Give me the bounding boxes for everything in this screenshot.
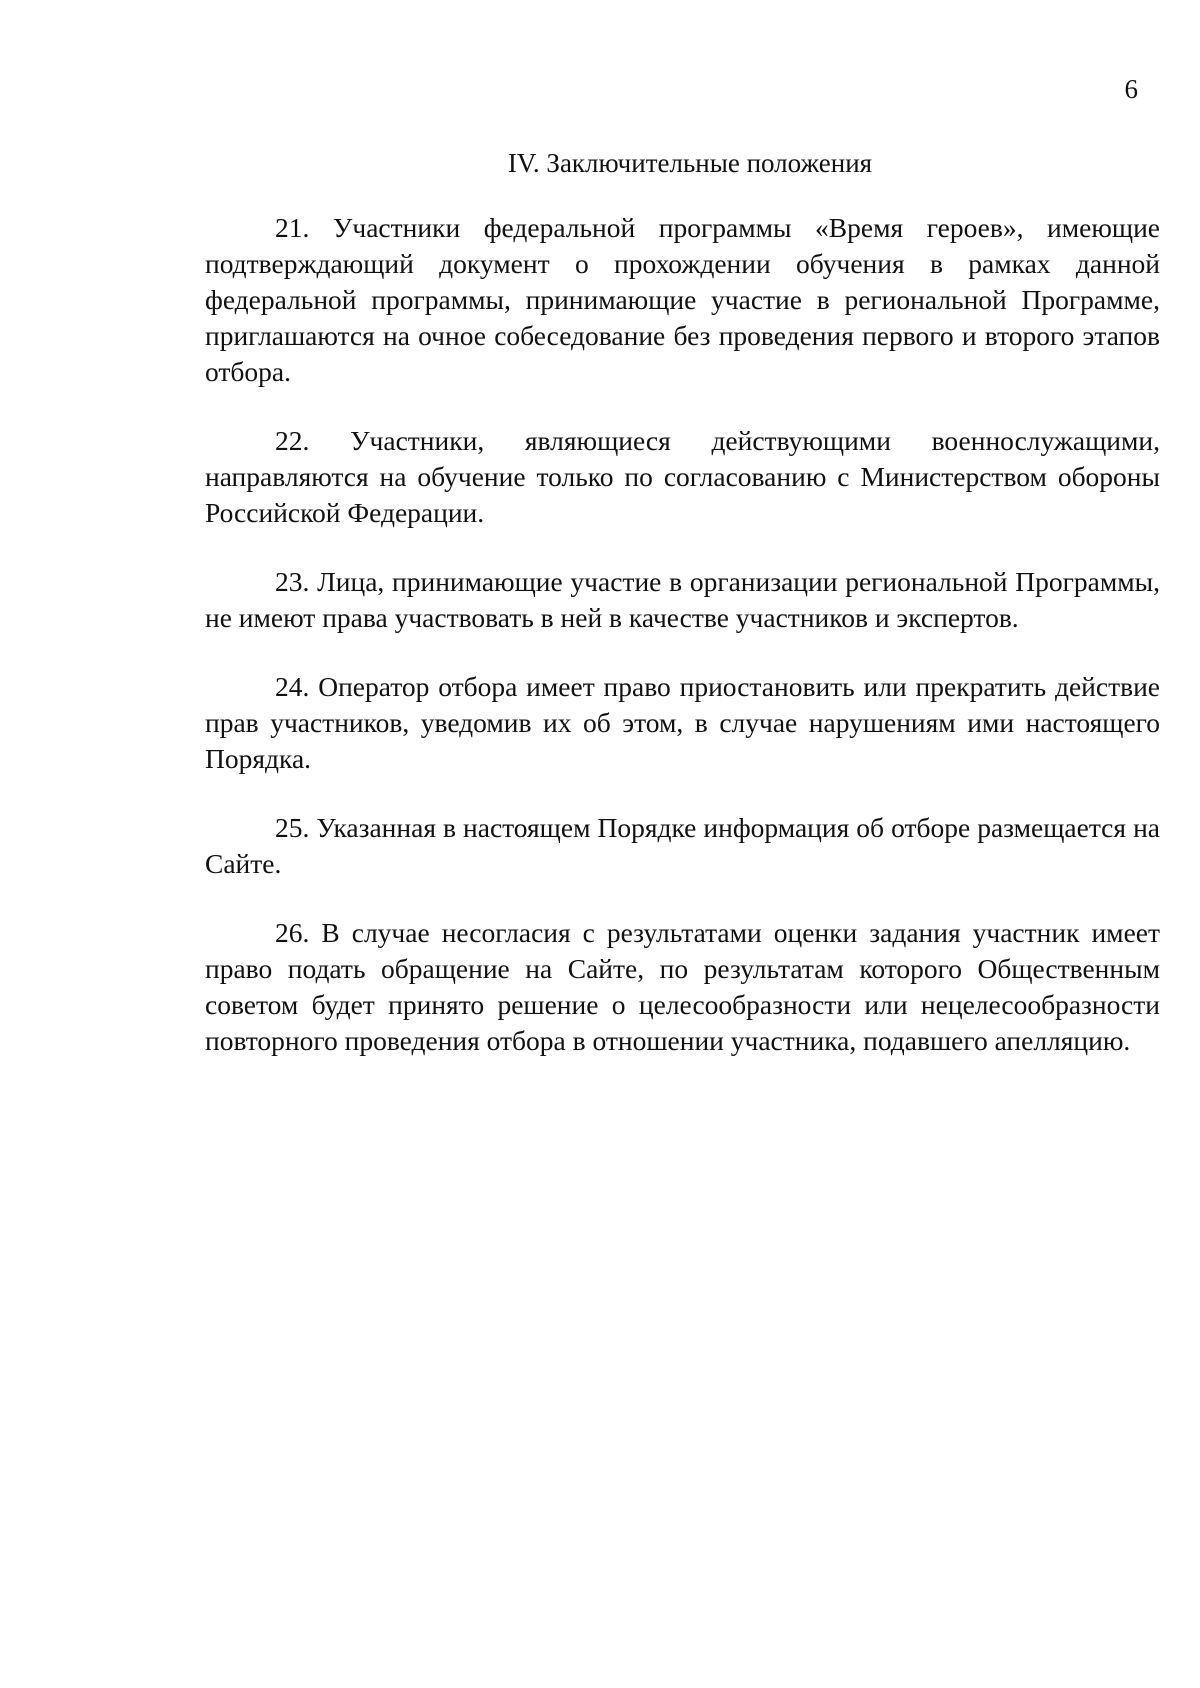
paragraph-21: 21. Участники федеральной программы «Время героев», имеющие подтверждающий документ о прохождении обучения в рамках данной федеральной программы, принимающие участие в региональной Программе, приглашаются на очное собеседование без проведения первого и второго этапов отбора. <box>205 212 1160 387</box>
paragraph-24: 24. Оператор отбора имеет право приостановить или прекратить действие прав участников, уведомив их об этом, в случае нарушениям ими настоящего Порядка. <box>205 671 1160 774</box>
paragraph-22: 22. Участники, являющиеся действующими военнослужащими, направляются на обучение только по согласованию с Министерством обороны Российской Федерации. <box>205 425 1160 528</box>
paragraph-26: 26. В случае несогласия с результатами оценки задания участник имеет право подать обращение на Сайте, по результатам которого Общественным советом будет принято решение о целесообразности или нецелесообразности повторного проведения отбора в отношении участника, подавшего апелляцию. <box>205 917 1160 1056</box>
paragraph-23: 23. Лица, принимающие участие в организации региональной Программы, не имеют права участвовать в ней в качестве участников и экспертов. <box>205 566 1160 633</box>
document-body <box>205 210 1160 1092</box>
page-number: 6 <box>1124 74 1138 104</box>
section-heading: IV. Заключительные положения <box>507 148 873 178</box>
paragraph-25: 25. Указанная в настоящем Порядке информация об отборе размещается на Сайте. <box>205 812 1160 879</box>
